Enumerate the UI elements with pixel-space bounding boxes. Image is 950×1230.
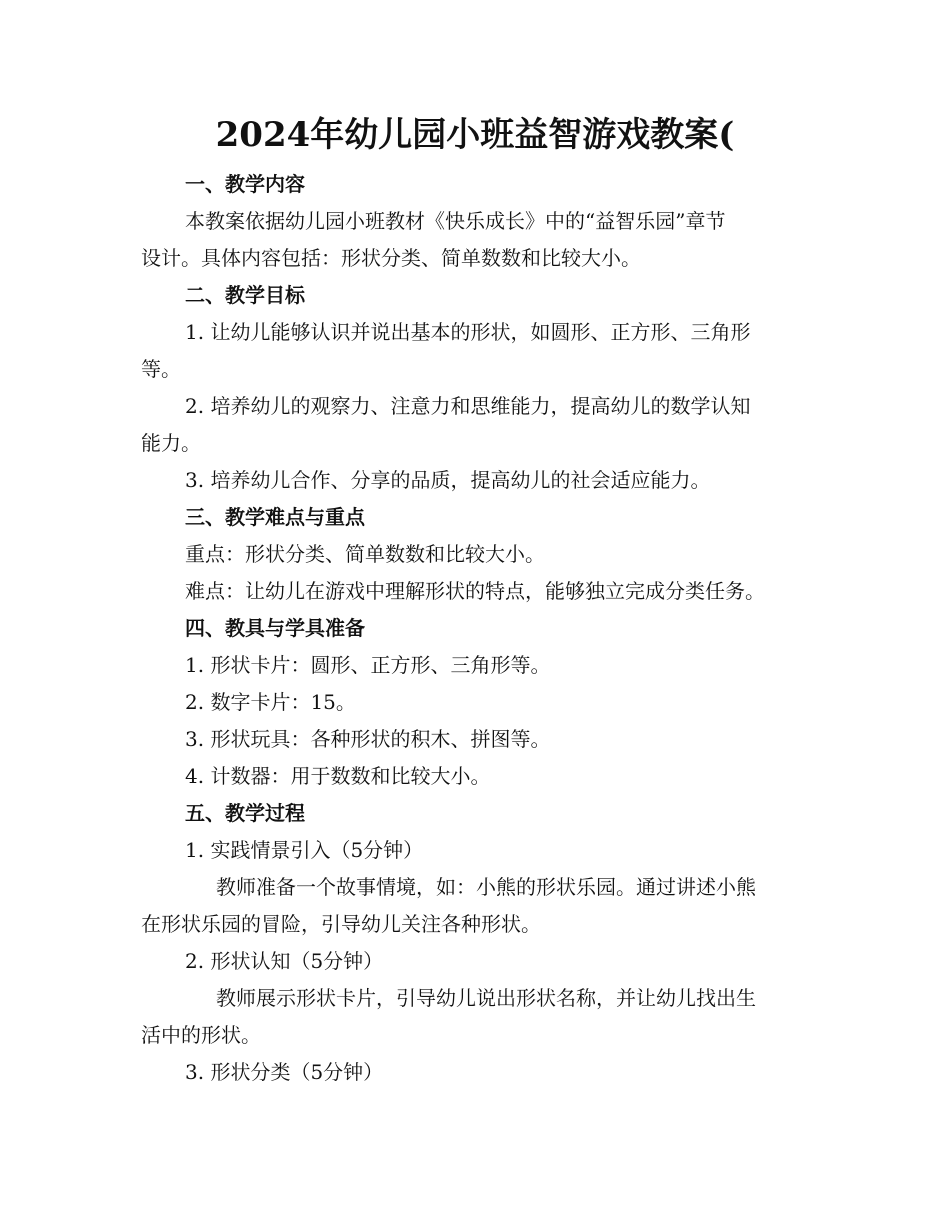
paragraph-line: 能力。	[141, 431, 201, 455]
paragraph-line: 设计。具体内容包括：形状分类、简单数数和比较大小。	[141, 246, 641, 270]
paragraph-line: 2. 培养幼儿的观察力、注意力和思维能力，提高幼儿的数学认知	[185, 394, 751, 418]
paragraph-line: 1. 形状卡片：圆形、正方形、三角形等。	[185, 653, 551, 677]
paragraph-line: 3. 形状玩具：各种形状的积木、拼图等。	[185, 727, 551, 751]
paragraph-line: 3. 形状分类（5分钟）	[185, 1060, 384, 1084]
section-heading: 二、教学目标	[185, 283, 305, 307]
paragraph-line: 重点：形状分类、简单数数和比较大小。	[185, 542, 545, 566]
paragraph-line: 1. 实践情景引入（5分钟）	[185, 838, 424, 862]
paragraph-line: 本教案依据幼儿园小班教材《快乐成长》中的“益智乐园”章节	[185, 209, 726, 233]
section-heading: 一、教学内容	[185, 172, 305, 196]
section-heading: 五、教学过程	[185, 801, 305, 825]
paragraph-line: 等。	[141, 357, 181, 381]
document-title: 2024年幼儿园小班益智游戏教案(	[215, 115, 735, 155]
paragraph-line: 教师准备一个故事情境，如：小熊的形状乐园。通过讲述小熊	[216, 875, 756, 899]
paragraph-line: 2. 形状认知（5分钟）	[185, 949, 384, 973]
document-body	[141, 166, 811, 1091]
paragraph-line: 4. 计数器：用于数数和比较大小。	[185, 764, 491, 788]
section-heading: 三、教学难点与重点	[185, 505, 365, 529]
paragraph-line: 3. 培养幼儿合作、分享的品质，提高幼儿的社会适应能力。	[185, 468, 711, 492]
paragraph-line: 2. 数字卡片：15。	[185, 690, 356, 714]
paragraph-line: 活中的形状。	[141, 1023, 261, 1047]
paragraph-line: 1. 让幼儿能够认识并说出基本的形状，如圆形、正方形、三角形	[185, 320, 751, 344]
section-heading: 四、教具与学具准备	[185, 616, 365, 640]
paragraph-line: 难点：让幼儿在游戏中理解形状的特点，能够独立完成分类任务。	[185, 579, 765, 603]
paragraph-line: 在形状乐园的冒险，引导幼儿关注各种形状。	[141, 912, 541, 936]
paragraph-line: 教师展示形状卡片，引导幼儿说出形状名称，并让幼儿找出生	[216, 986, 756, 1010]
